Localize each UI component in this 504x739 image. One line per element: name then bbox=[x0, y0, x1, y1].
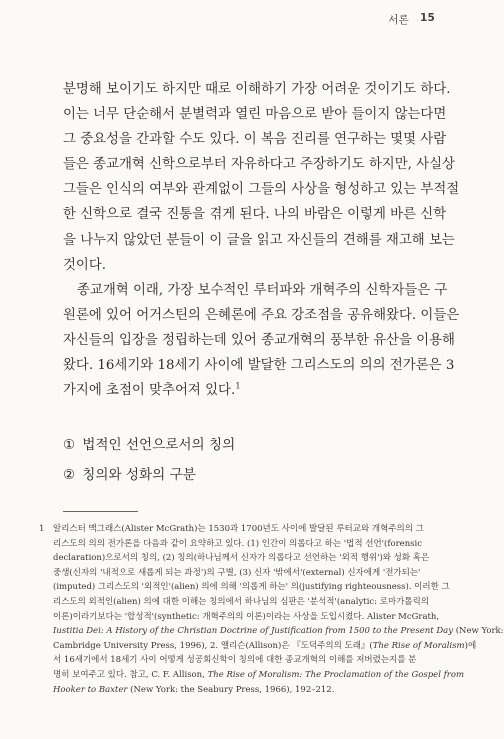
text-line: 분명해 보이기도 하지만 때로 이해하기 가장 어려운 것이기도 하다. bbox=[63, 82, 451, 97]
footnote-line: 리스도의 의의 전가론을 다음과 같이 요약하고 있다. (1) 인간이 의롭다고 하는 '법적 선언'(forensic bbox=[53, 538, 423, 549]
text-line: 그들은 인식의 여부와 관계없이 그들의 사상을 형성하고 있는 부적절 bbox=[63, 182, 460, 198]
text-line: 원론에 있어 어거스틴의 은혜론에 주요 강조점을 공유해왔다. 이들은 bbox=[63, 307, 460, 323]
paragraph-2 bbox=[63, 278, 460, 403]
body-text bbox=[63, 77, 460, 403]
text-line: 그 중요성을 간과할 수도 있다. 이 복음 진리를 연구하는 몇몇 사람 bbox=[63, 132, 447, 148]
running-head-section: 서론 bbox=[388, 14, 409, 26]
footnote-line bbox=[53, 668, 465, 683]
citation-title: Iustitia Dei: A History of the Christian Doctrine of Justification from 1500 to the Present Day bbox=[53, 626, 454, 637]
text-line: 종교개혁 이래, 가장 보수적인 루터파와 개혁주의 신학자들은 구 bbox=[77, 282, 448, 298]
citation-tail: (New York: bbox=[453, 626, 504, 637]
footnote-text: )에 bbox=[464, 640, 477, 651]
list-marker: ② bbox=[63, 466, 76, 483]
footnote-line: 리스도의 외적인(alien) 의에 대한 이해는 칭의에서 하나님의 심판은 '분석적'(analytic: 로마가톨릭의 bbox=[53, 596, 430, 607]
footnote-line: 서 16세기에서 18세기 사이 어떻게 성공회신학이 칭의에 대한 종교개혁의 이해를 저버렸는지를 분 bbox=[53, 655, 417, 666]
text-line: 왔다. 16세기와 18세기 사이에 발달한 그리스도의 의의 전가론은 3 bbox=[63, 358, 455, 374]
footnote-number: 1 bbox=[39, 524, 45, 534]
text-line: 을 나누지 않았던 분들이 이 글을 읽고 자신들의 견해를 재고해 보는 bbox=[63, 232, 455, 248]
list-item-text: 법적인 선언으로서의 칭의 bbox=[82, 437, 236, 453]
list-item-text: 칭의와 성화의 구분 bbox=[82, 466, 196, 483]
footnote-line bbox=[53, 624, 504, 639]
footnote-line bbox=[53, 683, 418, 698]
footnote-line: 알리스터 맥그래스(Alister McGrath)는 1530과 1700년도 사이에 발달된 루터교와 개혁주의의 그 bbox=[53, 524, 424, 534]
text-line: 들은 종교개혁 신학으로부터 자유하다고 주장하기도 하지만, 사실상 bbox=[63, 157, 455, 173]
list-marker: ① bbox=[63, 437, 76, 453]
footnote-line bbox=[53, 639, 477, 654]
footnote-line: (imputed) 그리스도의 '외적인'(alien) 의에 의해 '의롭게 하는' 의(justifying righteousness). 이러한 그 bbox=[53, 582, 450, 593]
footnote-text: Cambridge University Press, 1996), 2. 앨리슨(Allison)은 『도덕주의의 도래』( bbox=[53, 640, 373, 651]
footnote-line: declaration)으로서의 칭의, (2) 칭의(하나님께서 신자가 의롭다고 선언하는 '외적 행위')와 성화 혹은 bbox=[53, 553, 430, 564]
citation-tail: (New York: the Seabury Press, 1966), 192–212. bbox=[127, 684, 335, 695]
numbered-list bbox=[63, 431, 235, 490]
footnote-body bbox=[53, 522, 504, 697]
footnote-divider bbox=[63, 511, 138, 512]
footnote-reference[interactable]: 1 bbox=[235, 381, 241, 392]
footnote bbox=[39, 522, 504, 697]
list-item bbox=[63, 461, 235, 491]
text-line: 한 신학으로 결국 진통을 겪게 된다. 나의 바람은 이렇게 바른 신학 bbox=[63, 207, 447, 223]
list-item bbox=[63, 431, 235, 461]
running-head bbox=[388, 12, 435, 27]
footnote-line: 이론)이라기보다는 '합성적'(synthetic: 개혁주의의 이론)이라는 사상을 도입시켰다. Alister McGrath, bbox=[53, 611, 440, 622]
text-line: 이는 너무 단순해서 분별력과 열린 마음으로 받아 들이지 않는다면 bbox=[63, 107, 447, 123]
page-number: 15 bbox=[419, 12, 435, 24]
citation-title: The Rise of Moralism: The Proclamation of the Gospel from bbox=[207, 669, 465, 680]
footnote-line: 중생(신자의 '내적으로 새롭게 되는 과정')의 구별, (3) 신자 '밖에서'(external) 신자에게 '전가되는' bbox=[53, 567, 421, 578]
footnote-text: 명히 보여주고 있다. 참고, C. F. Allison, bbox=[53, 669, 208, 680]
citation-title: Hooker to Baxter bbox=[53, 684, 128, 695]
text-line: 것이다. bbox=[63, 257, 107, 273]
citation-title: The Rise of Moralism bbox=[372, 640, 465, 651]
text-line bbox=[63, 378, 416, 403]
text-line-content: 가지에 초점이 맞추어져 있다. bbox=[63, 383, 236, 399]
paragraph-1 bbox=[63, 77, 460, 278]
text-line: 자신들의 입장을 정립하는데 있어 종교개혁의 풍부한 유산을 이용해 bbox=[63, 332, 455, 348]
